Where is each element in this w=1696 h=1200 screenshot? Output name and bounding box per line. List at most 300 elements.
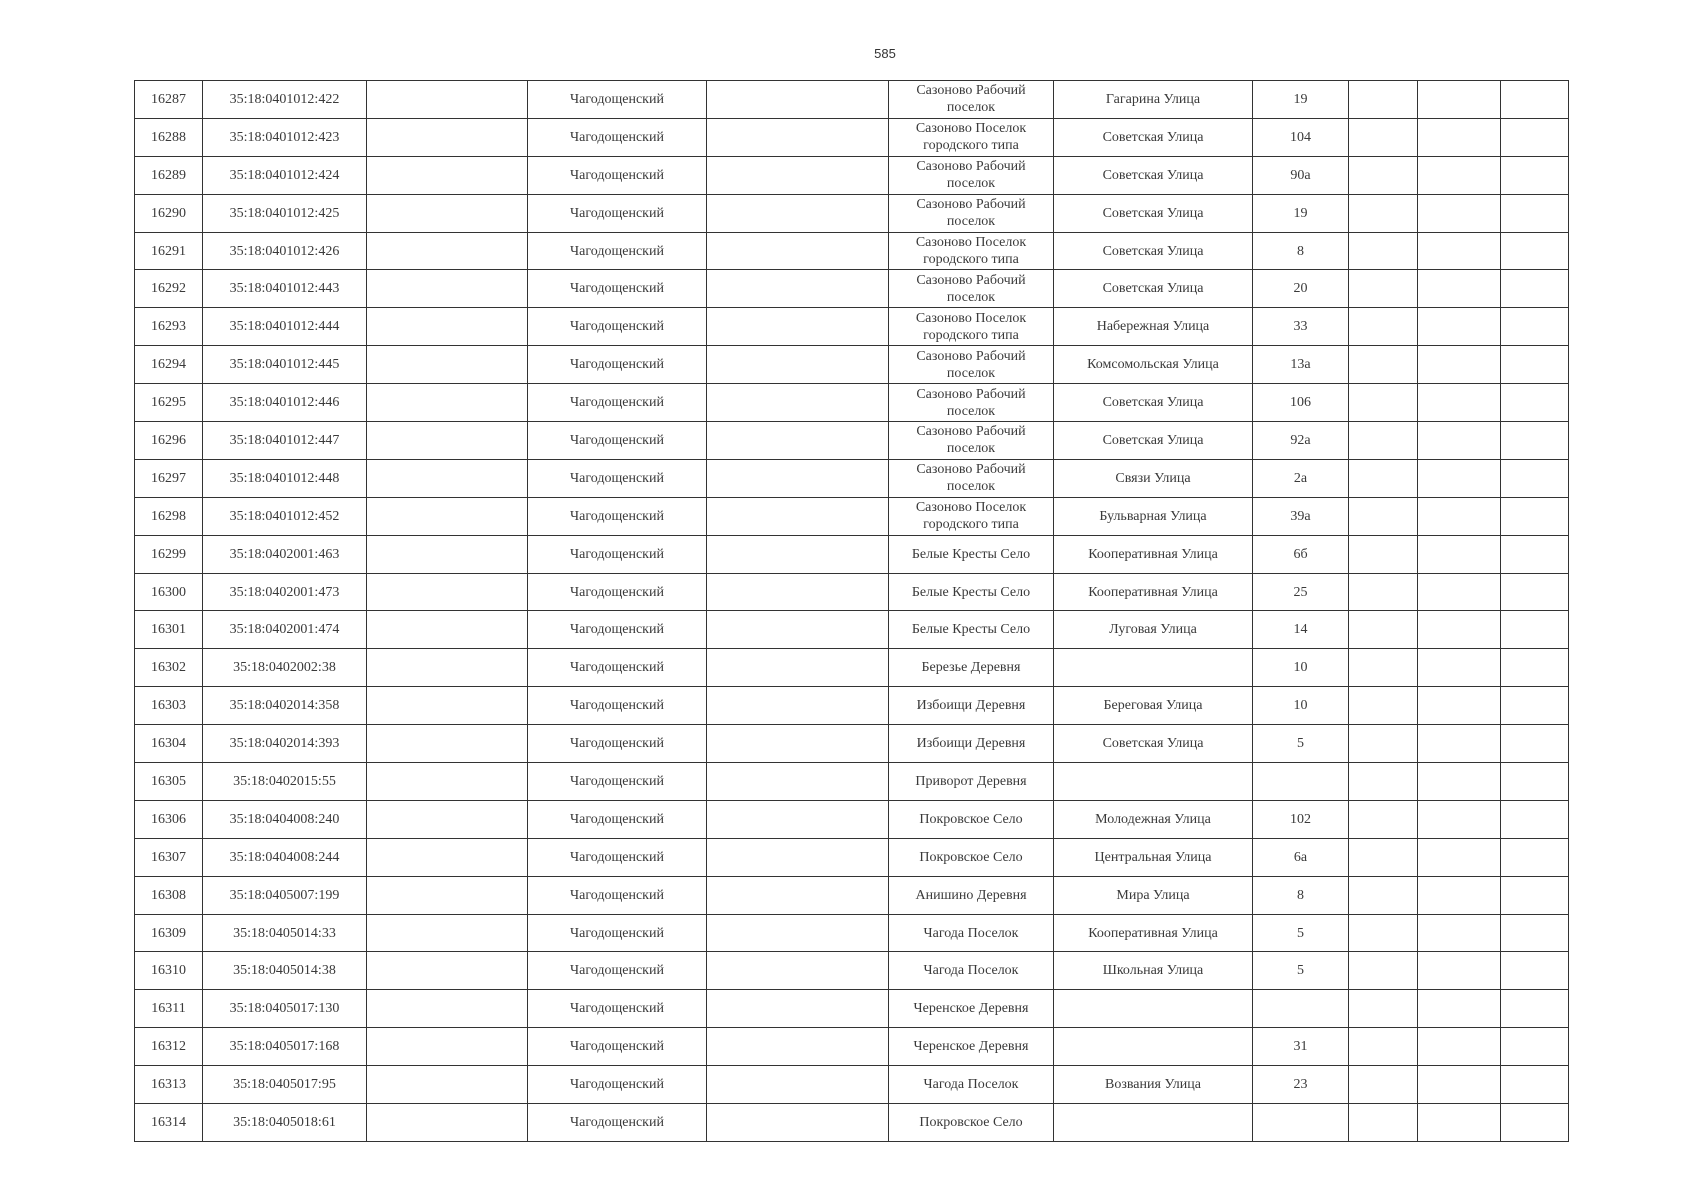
locality-cell: Сазоново Рабочий поселок: [889, 81, 1054, 119]
cadastral-number-cell: 35:18:0405017:95: [203, 1066, 367, 1104]
cadastral-number-cell: 35:18:0401012:445: [203, 346, 367, 384]
empty-cell: [1418, 232, 1501, 270]
empty-cell: [707, 838, 889, 876]
locality-cell: Чагода Поселок: [889, 914, 1054, 952]
house-number-cell: 10: [1253, 649, 1349, 687]
empty-cell: [367, 914, 528, 952]
empty-cell: [1418, 611, 1501, 649]
empty-cell: [1349, 232, 1418, 270]
empty-cell: [1349, 649, 1418, 687]
locality-cell: Черенское Деревня: [889, 990, 1054, 1028]
cadastral-number-cell: 35:18:0402001:473: [203, 573, 367, 611]
house-number-cell: 39а: [1253, 497, 1349, 535]
street-cell: Возвания Улица: [1054, 1066, 1253, 1104]
district-cell: Чагодощенский: [528, 1028, 707, 1066]
table-row: [135, 1028, 1569, 1066]
district-cell: Чагодощенский: [528, 1066, 707, 1104]
district-cell: Чагодощенский: [528, 1104, 707, 1142]
empty-cell: [1501, 535, 1569, 573]
empty-cell: [1418, 687, 1501, 725]
house-number-cell: 102: [1253, 800, 1349, 838]
empty-cell: [367, 838, 528, 876]
row-number-cell: 16314: [135, 1104, 203, 1142]
district-cell: Чагодощенский: [528, 611, 707, 649]
district-cell: Чагодощенский: [528, 308, 707, 346]
empty-cell: [707, 346, 889, 384]
street-cell: Советская Улица: [1054, 156, 1253, 194]
empty-cell: [367, 194, 528, 232]
empty-cell: [367, 81, 528, 119]
street-cell: Советская Улица: [1054, 725, 1253, 763]
empty-cell: [707, 232, 889, 270]
row-number-cell: 16297: [135, 459, 203, 497]
street-cell: Связи Улица: [1054, 459, 1253, 497]
row-number-cell: 16294: [135, 346, 203, 384]
empty-cell: [367, 1066, 528, 1104]
row-number-cell: 16303: [135, 687, 203, 725]
locality-cell: Белые Кресты Село: [889, 611, 1054, 649]
empty-cell: [1418, 346, 1501, 384]
empty-cell: [1418, 1104, 1501, 1142]
district-cell: Чагодощенский: [528, 838, 707, 876]
house-number-cell: 19: [1253, 194, 1349, 232]
row-number-cell: 16291: [135, 232, 203, 270]
cadastral-number-cell: 35:18:0405014:38: [203, 952, 367, 990]
empty-cell: [1501, 573, 1569, 611]
table-row: [135, 914, 1569, 952]
cadastral-number-cell: 35:18:0402014:393: [203, 725, 367, 763]
table-row: [135, 763, 1569, 801]
empty-cell: [1501, 952, 1569, 990]
empty-cell: [1349, 156, 1418, 194]
table-row: [135, 990, 1569, 1028]
empty-cell: [1418, 838, 1501, 876]
district-cell: Чагодощенский: [528, 876, 707, 914]
empty-cell: [367, 611, 528, 649]
empty-cell: [367, 573, 528, 611]
empty-cell: [1501, 876, 1569, 914]
empty-cell: [1501, 384, 1569, 422]
empty-cell: [1349, 876, 1418, 914]
row-number-cell: 16306: [135, 800, 203, 838]
empty-cell: [1418, 384, 1501, 422]
house-number-cell: 6а: [1253, 838, 1349, 876]
street-cell: Кооперативная Улица: [1054, 914, 1253, 952]
empty-cell: [1418, 497, 1501, 535]
empty-cell: [367, 763, 528, 801]
cadastral-number-cell: 35:18:0405018:61: [203, 1104, 367, 1142]
house-number-cell: 106: [1253, 384, 1349, 422]
empty-cell: [367, 1028, 528, 1066]
empty-cell: [1349, 687, 1418, 725]
empty-cell: [707, 952, 889, 990]
empty-cell: [707, 876, 889, 914]
table-row: [135, 573, 1569, 611]
locality-cell: Избоищи Деревня: [889, 687, 1054, 725]
locality-cell: Избоищи Деревня: [889, 725, 1054, 763]
street-cell: Центральная Улица: [1054, 838, 1253, 876]
empty-cell: [1418, 725, 1501, 763]
empty-cell: [1501, 1066, 1569, 1104]
house-number-cell: [1253, 763, 1349, 801]
district-cell: Чагодощенский: [528, 687, 707, 725]
locality-cell: Чагода Поселок: [889, 1066, 1054, 1104]
cadastral-number-cell: 35:18:0401012:426: [203, 232, 367, 270]
empty-cell: [1418, 876, 1501, 914]
row-number-cell: 16292: [135, 270, 203, 308]
row-number-cell: 16300: [135, 573, 203, 611]
locality-cell: Сазоново Рабочий поселок: [889, 156, 1054, 194]
street-cell: Молодежная Улица: [1054, 800, 1253, 838]
district-cell: Чагодощенский: [528, 232, 707, 270]
empty-cell: [1501, 725, 1569, 763]
street-cell: Набережная Улица: [1054, 308, 1253, 346]
district-cell: Чагодощенский: [528, 459, 707, 497]
house-number-cell: 10: [1253, 687, 1349, 725]
empty-cell: [1418, 914, 1501, 952]
empty-cell: [1501, 81, 1569, 119]
row-number-cell: 16287: [135, 81, 203, 119]
house-number-cell: [1253, 1104, 1349, 1142]
empty-cell: [707, 649, 889, 687]
cadastral-number-cell: 35:18:0401012:446: [203, 384, 367, 422]
empty-cell: [1349, 308, 1418, 346]
locality-cell: Сазоново Поселок городского типа: [889, 232, 1054, 270]
locality-cell: Белые Кресты Село: [889, 573, 1054, 611]
empty-cell: [1349, 763, 1418, 801]
empty-cell: [1349, 81, 1418, 119]
table-row: [135, 156, 1569, 194]
cadastral-number-cell: 35:18:0404008:240: [203, 800, 367, 838]
table-row: [135, 81, 1569, 119]
empty-cell: [367, 459, 528, 497]
row-number-cell: 16296: [135, 422, 203, 460]
table-row: [135, 1066, 1569, 1104]
row-number-cell: 16304: [135, 725, 203, 763]
house-number-cell: 92а: [1253, 422, 1349, 460]
table-row: [135, 649, 1569, 687]
district-cell: Чагодощенский: [528, 422, 707, 460]
house-number-cell: 104: [1253, 118, 1349, 156]
street-cell: Кооперативная Улица: [1054, 535, 1253, 573]
table-row: [135, 422, 1569, 460]
district-cell: Чагодощенский: [528, 81, 707, 119]
empty-cell: [1418, 1028, 1501, 1066]
empty-cell: [367, 118, 528, 156]
house-number-cell: 90а: [1253, 156, 1349, 194]
empty-cell: [1349, 384, 1418, 422]
empty-cell: [707, 81, 889, 119]
empty-cell: [367, 535, 528, 573]
house-number-cell: 5: [1253, 914, 1349, 952]
empty-cell: [1501, 914, 1569, 952]
empty-cell: [1501, 232, 1569, 270]
cadastral-number-cell: 35:18:0402001:474: [203, 611, 367, 649]
cadastral-number-cell: 35:18:0402001:463: [203, 535, 367, 573]
street-cell: Школьная Улица: [1054, 952, 1253, 990]
empty-cell: [367, 687, 528, 725]
table-row: [135, 952, 1569, 990]
row-number-cell: 16293: [135, 308, 203, 346]
street-cell: Советская Улица: [1054, 194, 1253, 232]
empty-cell: [707, 459, 889, 497]
house-number-cell: 20: [1253, 270, 1349, 308]
row-number-cell: 16288: [135, 118, 203, 156]
empty-cell: [367, 990, 528, 1028]
registry-table: [134, 80, 1569, 1142]
empty-cell: [1501, 118, 1569, 156]
locality-cell: Сазоново Рабочий поселок: [889, 194, 1054, 232]
empty-cell: [1349, 118, 1418, 156]
empty-cell: [1349, 270, 1418, 308]
row-number-cell: 16310: [135, 952, 203, 990]
district-cell: Чагодощенский: [528, 763, 707, 801]
locality-cell: Сазоново Поселок городского типа: [889, 308, 1054, 346]
row-number-cell: 16309: [135, 914, 203, 952]
empty-cell: [1349, 346, 1418, 384]
empty-cell: [1501, 1028, 1569, 1066]
district-cell: Чагодощенский: [528, 649, 707, 687]
cadastral-number-cell: 35:18:0405017:168: [203, 1028, 367, 1066]
empty-cell: [1501, 763, 1569, 801]
empty-cell: [707, 687, 889, 725]
empty-cell: [1418, 422, 1501, 460]
empty-cell: [1501, 687, 1569, 725]
locality-cell: Покровское Село: [889, 800, 1054, 838]
empty-cell: [1501, 838, 1569, 876]
table-row: [135, 497, 1569, 535]
empty-cell: [1501, 800, 1569, 838]
empty-cell: [707, 194, 889, 232]
empty-cell: [1501, 422, 1569, 460]
empty-cell: [1418, 763, 1501, 801]
empty-cell: [1418, 800, 1501, 838]
table-row: [135, 384, 1569, 422]
row-number-cell: 16290: [135, 194, 203, 232]
empty-cell: [1418, 270, 1501, 308]
house-number-cell: 19: [1253, 81, 1349, 119]
empty-cell: [707, 573, 889, 611]
empty-cell: [1349, 1028, 1418, 1066]
empty-cell: [707, 1028, 889, 1066]
empty-cell: [1349, 914, 1418, 952]
district-cell: Чагодощенский: [528, 573, 707, 611]
table-row: [135, 194, 1569, 232]
cadastral-number-cell: 35:18:0401012:447: [203, 422, 367, 460]
house-number-cell: 6б: [1253, 535, 1349, 573]
street-cell: Советская Улица: [1054, 422, 1253, 460]
house-number-cell: 14: [1253, 611, 1349, 649]
empty-cell: [367, 649, 528, 687]
locality-cell: Белые Кресты Село: [889, 535, 1054, 573]
table-row: [135, 876, 1569, 914]
table-row: [135, 346, 1569, 384]
empty-cell: [707, 384, 889, 422]
street-cell: Мира Улица: [1054, 876, 1253, 914]
street-cell: Комсомольская Улица: [1054, 346, 1253, 384]
row-number-cell: 16298: [135, 497, 203, 535]
row-number-cell: 16299: [135, 535, 203, 573]
cadastral-number-cell: 35:18:0401012:423: [203, 118, 367, 156]
street-cell: Советская Улица: [1054, 232, 1253, 270]
page-number: 585: [874, 46, 896, 61]
empty-cell: [367, 346, 528, 384]
district-cell: Чагодощенский: [528, 800, 707, 838]
empty-cell: [367, 952, 528, 990]
registry-body: [135, 81, 1569, 1142]
empty-cell: [1349, 990, 1418, 1028]
empty-cell: [1418, 459, 1501, 497]
cadastral-number-cell: 35:18:0402002:38: [203, 649, 367, 687]
empty-cell: [1501, 459, 1569, 497]
locality-cell: Сазоново Поселок городского типа: [889, 497, 1054, 535]
empty-cell: [1349, 1066, 1418, 1104]
district-cell: Чагодощенский: [528, 914, 707, 952]
street-cell: [1054, 1104, 1253, 1142]
empty-cell: [1349, 497, 1418, 535]
cadastral-number-cell: 35:18:0405007:199: [203, 876, 367, 914]
district-cell: Чагодощенский: [528, 535, 707, 573]
empty-cell: [707, 1066, 889, 1104]
empty-cell: [1349, 800, 1418, 838]
locality-cell: Черенское Деревня: [889, 1028, 1054, 1066]
district-cell: Чагодощенский: [528, 270, 707, 308]
cadastral-number-cell: 35:18:0401012:425: [203, 194, 367, 232]
locality-cell: Сазоново Поселок городского типа: [889, 118, 1054, 156]
row-number-cell: 16289: [135, 156, 203, 194]
cadastral-number-cell: 35:18:0401012:443: [203, 270, 367, 308]
empty-cell: [1501, 649, 1569, 687]
empty-cell: [367, 422, 528, 460]
empty-cell: [367, 384, 528, 422]
street-cell: Бульварная Улица: [1054, 497, 1253, 535]
empty-cell: [707, 800, 889, 838]
empty-cell: [1349, 838, 1418, 876]
empty-cell: [707, 422, 889, 460]
empty-cell: [367, 308, 528, 346]
empty-cell: [707, 156, 889, 194]
house-number-cell: 25: [1253, 573, 1349, 611]
district-cell: Чагодощенский: [528, 952, 707, 990]
street-cell: Береговая Улица: [1054, 687, 1253, 725]
street-cell: Советская Улица: [1054, 270, 1253, 308]
table-row: [135, 800, 1569, 838]
district-cell: Чагодощенский: [528, 194, 707, 232]
house-number-cell: 8: [1253, 876, 1349, 914]
empty-cell: [1418, 952, 1501, 990]
empty-cell: [1418, 649, 1501, 687]
row-number-cell: 16295: [135, 384, 203, 422]
street-cell: Кооперативная Улица: [1054, 573, 1253, 611]
house-number-cell: 5: [1253, 725, 1349, 763]
table-row: [135, 459, 1569, 497]
district-cell: Чагодощенский: [528, 346, 707, 384]
cadastral-number-cell: 35:18:0402015:55: [203, 763, 367, 801]
cadastral-number-cell: 35:18:0401012:422: [203, 81, 367, 119]
empty-cell: [367, 156, 528, 194]
row-number-cell: 16308: [135, 876, 203, 914]
locality-cell: Сазоново Рабочий поселок: [889, 459, 1054, 497]
table-row: [135, 687, 1569, 725]
locality-cell: Покровское Село: [889, 838, 1054, 876]
empty-cell: [1418, 1066, 1501, 1104]
table-row: [135, 838, 1569, 876]
empty-cell: [707, 763, 889, 801]
district-cell: Чагодощенский: [528, 384, 707, 422]
empty-cell: [1418, 308, 1501, 346]
empty-cell: [1349, 952, 1418, 990]
table-row: [135, 118, 1569, 156]
empty-cell: [367, 1104, 528, 1142]
cadastral-number-cell: 35:18:0401012:444: [203, 308, 367, 346]
house-number-cell: 13а: [1253, 346, 1349, 384]
empty-cell: [707, 1104, 889, 1142]
empty-cell: [1349, 573, 1418, 611]
cadastral-number-cell: 35:18:0405014:33: [203, 914, 367, 952]
table-row: [135, 270, 1569, 308]
empty-cell: [367, 800, 528, 838]
empty-cell: [1418, 194, 1501, 232]
cadastral-number-cell: 35:18:0401012:448: [203, 459, 367, 497]
empty-cell: [1418, 81, 1501, 119]
empty-cell: [1418, 118, 1501, 156]
empty-cell: [1501, 156, 1569, 194]
house-number-cell: 33: [1253, 308, 1349, 346]
empty-cell: [1501, 270, 1569, 308]
locality-cell: Приворот Деревня: [889, 763, 1054, 801]
table-row: [135, 1104, 1569, 1142]
empty-cell: [1501, 1104, 1569, 1142]
table-row: [135, 725, 1569, 763]
cadastral-number-cell: 35:18:0402014:358: [203, 687, 367, 725]
locality-cell: Сазоново Рабочий поселок: [889, 270, 1054, 308]
street-cell: Гагарина Улица: [1054, 81, 1253, 119]
row-number-cell: 16302: [135, 649, 203, 687]
empty-cell: [707, 611, 889, 649]
empty-cell: [1349, 535, 1418, 573]
locality-cell: Сазоново Рабочий поселок: [889, 384, 1054, 422]
locality-cell: Сазоново Рабочий поселок: [889, 422, 1054, 460]
house-number-cell: 5: [1253, 952, 1349, 990]
house-number-cell: 31: [1253, 1028, 1349, 1066]
row-number-cell: 16301: [135, 611, 203, 649]
empty-cell: [1418, 535, 1501, 573]
empty-cell: [1501, 346, 1569, 384]
street-cell: [1054, 763, 1253, 801]
empty-cell: [367, 232, 528, 270]
street-cell: [1054, 990, 1253, 1028]
house-number-cell: [1253, 990, 1349, 1028]
street-cell: Советская Улица: [1054, 118, 1253, 156]
empty-cell: [707, 497, 889, 535]
locality-cell: Сазоново Рабочий поселок: [889, 346, 1054, 384]
cadastral-number-cell: 35:18:0404008:244: [203, 838, 367, 876]
locality-cell: Березье Деревня: [889, 649, 1054, 687]
empty-cell: [1349, 194, 1418, 232]
empty-cell: [707, 118, 889, 156]
empty-cell: [1349, 1104, 1418, 1142]
empty-cell: [707, 914, 889, 952]
empty-cell: [1501, 497, 1569, 535]
empty-cell: [707, 725, 889, 763]
house-number-cell: 23: [1253, 1066, 1349, 1104]
street-cell: [1054, 1028, 1253, 1066]
row-number-cell: 16312: [135, 1028, 203, 1066]
empty-cell: [1418, 156, 1501, 194]
empty-cell: [367, 270, 528, 308]
street-cell: Советская Улица: [1054, 384, 1253, 422]
empty-cell: [367, 497, 528, 535]
